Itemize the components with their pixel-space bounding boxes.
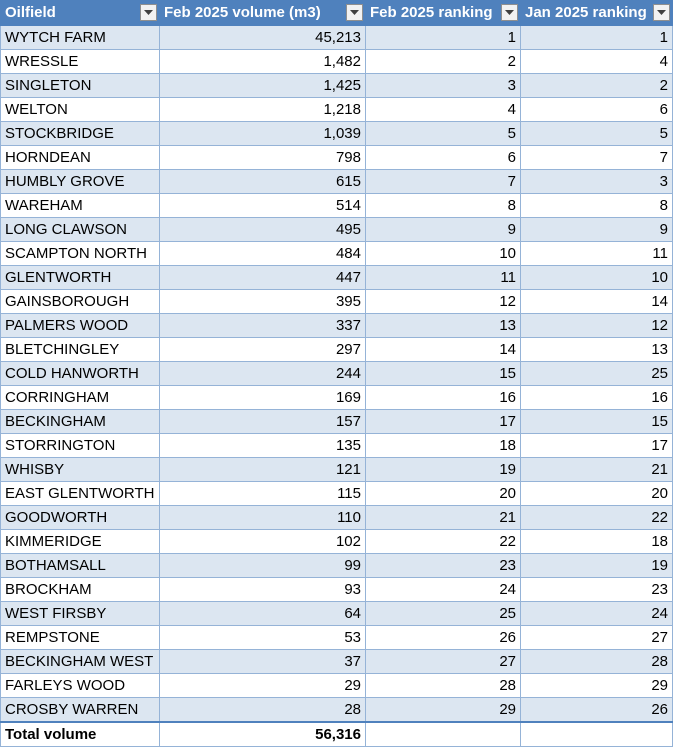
feb-ranking-cell[interactable]: 21 — [366, 506, 521, 530]
feb-volume-cell[interactable]: 53 — [160, 626, 366, 650]
total-feb-ranking[interactable] — [366, 722, 521, 747]
oilfield-name-cell[interactable]: WRESSLE — [1, 50, 160, 74]
feb-ranking-cell[interactable]: 4 — [366, 98, 521, 122]
jan-ranking-cell[interactable]: 29 — [521, 674, 673, 698]
feb-volume-cell[interactable]: 110 — [160, 506, 366, 530]
feb-ranking-cell[interactable]: 13 — [366, 314, 521, 338]
filter-dropdown-icon[interactable] — [140, 4, 157, 21]
table-row — [1, 50, 673, 74]
feb-ranking-cell[interactable]: 11 — [366, 266, 521, 290]
feb-volume-cell[interactable]: 28 — [160, 698, 366, 723]
table-row — [1, 266, 673, 290]
jan-ranking-cell[interactable]: 16 — [521, 386, 673, 410]
feb-volume-cell[interactable]: 121 — [160, 458, 366, 482]
table-row — [1, 602, 673, 626]
jan-ranking-cell[interactable]: 2 — [521, 74, 673, 98]
feb-volume-cell[interactable]: 93 — [160, 578, 366, 602]
oilfield-name-cell[interactable]: STOCKBRIDGE — [1, 122, 160, 146]
oilfield-name-cell[interactable]: WELTON — [1, 98, 160, 122]
jan-ranking-cell[interactable]: 19 — [521, 554, 673, 578]
oilfield-name-cell[interactable]: BLETCHINGLEY — [1, 338, 160, 362]
feb-volume-cell[interactable]: 37 — [160, 650, 366, 674]
oilfield-name-cell[interactable]: CORRINGHAM — [1, 386, 160, 410]
feb-ranking-cell[interactable]: 24 — [366, 578, 521, 602]
table-row — [1, 170, 673, 194]
filter-dropdown-icon[interactable] — [501, 4, 518, 21]
feb-ranking-cell[interactable]: 5 — [366, 122, 521, 146]
jan-ranking-cell[interactable]: 7 — [521, 146, 673, 170]
table-row — [1, 650, 673, 674]
feb-volume-cell[interactable]: 447 — [160, 266, 366, 290]
oilfield-name-cell[interactable]: KIMMERIDGE — [1, 530, 160, 554]
jan-ranking-cell[interactable]: 15 — [521, 410, 673, 434]
jan-ranking-cell[interactable]: 9 — [521, 218, 673, 242]
oilfield-name-cell[interactable]: HUMBLY GROVE — [1, 170, 160, 194]
jan-ranking-cell[interactable]: 18 — [521, 530, 673, 554]
table-row — [1, 626, 673, 650]
table-row — [1, 506, 673, 530]
table-row — [1, 458, 673, 482]
filter-dropdown-icon[interactable] — [653, 4, 670, 21]
feb-volume-cell[interactable]: 157 — [160, 410, 366, 434]
jan-ranking-cell[interactable]: 21 — [521, 458, 673, 482]
feb-ranking-cell[interactable]: 19 — [366, 458, 521, 482]
oilfield-name-cell[interactable]: LONG CLAWSON — [1, 218, 160, 242]
table-row — [1, 530, 673, 554]
total-label[interactable]: Total volume — [1, 722, 160, 747]
table-row — [1, 434, 673, 458]
table-row — [1, 26, 673, 50]
jan-ranking-cell[interactable]: 20 — [521, 482, 673, 506]
oilfield-name-cell[interactable]: SINGLETON — [1, 74, 160, 98]
feb-volume-cell[interactable]: 1,425 — [160, 74, 366, 98]
oilfield-name-cell[interactable]: BROCKHAM — [1, 578, 160, 602]
table-row — [1, 146, 673, 170]
feb-ranking-cell[interactable]: 26 — [366, 626, 521, 650]
jan-ranking-cell[interactable]: 22 — [521, 506, 673, 530]
oilfield-name-cell[interactable]: WEST FIRSBY — [1, 602, 160, 626]
feb-volume-cell[interactable]: 169 — [160, 386, 366, 410]
table-row — [1, 338, 673, 362]
oilfield-name-cell[interactable]: BOTHAMSALL — [1, 554, 160, 578]
jan-ranking-cell[interactable]: 5 — [521, 122, 673, 146]
jan-ranking-cell[interactable]: 6 — [521, 98, 673, 122]
oilfield-name-cell[interactable]: COLD HANWORTH — [1, 362, 160, 386]
feb-volume-cell[interactable]: 64 — [160, 602, 366, 626]
table-footer — [1, 722, 673, 747]
jan-ranking-cell[interactable]: 10 — [521, 266, 673, 290]
table-row — [1, 242, 673, 266]
oilfield-name-cell[interactable]: GAINSBOROUGH — [1, 290, 160, 314]
table-row — [1, 194, 673, 218]
total-value[interactable]: 56,316 — [160, 722, 366, 747]
oilfield-name-cell[interactable]: REMPSTONE — [1, 626, 160, 650]
feb-volume-cell[interactable]: 495 — [160, 218, 366, 242]
jan-ranking-cell[interactable]: 28 — [521, 650, 673, 674]
feb-ranking-cell[interactable]: 6 — [366, 146, 521, 170]
feb-ranking-cell[interactable]: 29 — [366, 698, 521, 723]
table-header — [1, 1, 673, 26]
jan-ranking-cell[interactable]: 23 — [521, 578, 673, 602]
total-row — [1, 722, 673, 747]
jan-ranking-cell[interactable]: 27 — [521, 626, 673, 650]
oilfield-name-cell[interactable]: HORNDEAN — [1, 146, 160, 170]
oilfield-name-cell[interactable]: GOODWORTH — [1, 506, 160, 530]
oilfield-name-cell[interactable]: STORRINGTON — [1, 434, 160, 458]
jan-ranking-cell[interactable]: 17 — [521, 434, 673, 458]
feb-ranking-cell[interactable]: 8 — [366, 194, 521, 218]
oilfield-name-cell[interactable]: BECKINGHAM — [1, 410, 160, 434]
feb-ranking-cell[interactable]: 20 — [366, 482, 521, 506]
feb-volume-cell[interactable]: 297 — [160, 338, 366, 362]
table-row — [1, 290, 673, 314]
oilfield-name-cell[interactable]: SCAMPTON NORTH — [1, 242, 160, 266]
jan-ranking-cell[interactable]: 14 — [521, 290, 673, 314]
feb-volume-cell[interactable]: 484 — [160, 242, 366, 266]
feb-ranking-cell[interactable]: 28 — [366, 674, 521, 698]
feb-ranking-cell[interactable]: 17 — [366, 410, 521, 434]
feb-ranking-cell[interactable]: 25 — [366, 602, 521, 626]
feb-ranking-cell[interactable]: 7 — [366, 170, 521, 194]
total-jan-ranking[interactable] — [521, 722, 673, 747]
feb-volume-cell[interactable]: 337 — [160, 314, 366, 338]
jan-ranking-cell[interactable]: 11 — [521, 242, 673, 266]
table-row — [1, 362, 673, 386]
table-row — [1, 578, 673, 602]
table-row — [1, 698, 673, 723]
table-row — [1, 218, 673, 242]
feb-volume-cell[interactable]: 1,039 — [160, 122, 366, 146]
jan-ranking-cell[interactable]: 25 — [521, 362, 673, 386]
column-header-label: Jan 2025 ranking — [525, 4, 647, 21]
oilfield-name-cell[interactable]: WHISBY — [1, 458, 160, 482]
jan-ranking-header[interactable] — [521, 1, 673, 26]
feb-ranking-cell[interactable]: 27 — [366, 650, 521, 674]
feb-ranking-cell[interactable]: 22 — [366, 530, 521, 554]
feb-ranking-cell[interactable]: 10 — [366, 242, 521, 266]
jan-ranking-cell[interactable]: 4 — [521, 50, 673, 74]
feb-volume-cell[interactable]: 1,218 — [160, 98, 366, 122]
oilfield-name-cell[interactable]: WYTCH FARM — [1, 26, 160, 50]
jan-ranking-cell[interactable]: 8 — [521, 194, 673, 218]
filter-dropdown-icon[interactable] — [346, 4, 363, 21]
table-row — [1, 386, 673, 410]
feb-ranking-cell[interactable]: 9 — [366, 218, 521, 242]
column-header-label: Oilfield — [5, 4, 56, 21]
table-row — [1, 554, 673, 578]
feb-ranking-cell[interactable]: 23 — [366, 554, 521, 578]
feb-volume-cell[interactable]: 115 — [160, 482, 366, 506]
feb-ranking-cell[interactable]: 16 — [366, 386, 521, 410]
table-row — [1, 314, 673, 338]
jan-ranking-cell[interactable]: 12 — [521, 314, 673, 338]
feb-volume-cell[interactable]: 29 — [160, 674, 366, 698]
table-row — [1, 482, 673, 506]
feb-volume-cell[interactable]: 615 — [160, 170, 366, 194]
feb-volume-cell[interactable]: 798 — [160, 146, 366, 170]
column-header-label: Feb 2025 ranking — [370, 4, 493, 21]
feb-ranking-cell[interactable]: 2 — [366, 50, 521, 74]
oilfield-header[interactable] — [1, 1, 160, 26]
feb-ranking-cell[interactable]: 12 — [366, 290, 521, 314]
jan-ranking-cell[interactable]: 13 — [521, 338, 673, 362]
jan-ranking-cell[interactable]: 3 — [521, 170, 673, 194]
jan-ranking-cell[interactable]: 24 — [521, 602, 673, 626]
feb-ranking-cell[interactable]: 18 — [366, 434, 521, 458]
feb-volume-cell[interactable]: 395 — [160, 290, 366, 314]
jan-ranking-cell[interactable]: 26 — [521, 698, 673, 723]
feb-ranking-cell[interactable]: 15 — [366, 362, 521, 386]
feb-volume-cell[interactable]: 244 — [160, 362, 366, 386]
feb-volume-cell[interactable]: 135 — [160, 434, 366, 458]
feb-volume-header[interactable] — [160, 1, 366, 26]
header-row — [1, 1, 673, 26]
feb-volume-cell[interactable]: 45,213 — [160, 26, 366, 50]
feb-volume-cell[interactable]: 99 — [160, 554, 366, 578]
oilfield-name-cell[interactable]: WAREHAM — [1, 194, 160, 218]
oilfield-name-cell[interactable]: BECKINGHAM WEST — [1, 650, 160, 674]
table-row — [1, 674, 673, 698]
jan-ranking-cell[interactable]: 1 — [521, 26, 673, 50]
column-header-label: Feb 2025 volume (m3) — [164, 4, 321, 21]
oilfield-name-cell[interactable]: EAST GLENTWORTH — [1, 482, 160, 506]
feb-ranking-cell[interactable]: 3 — [366, 74, 521, 98]
feb-volume-cell[interactable]: 1,482 — [160, 50, 366, 74]
oilfield-name-cell[interactable]: PALMERS WOOD — [1, 314, 160, 338]
feb-ranking-cell[interactable]: 1 — [366, 26, 521, 50]
table-row — [1, 74, 673, 98]
oilfield-name-cell[interactable]: CROSBY WARREN — [1, 698, 160, 723]
table-row — [1, 122, 673, 146]
feb-ranking-cell[interactable]: 14 — [366, 338, 521, 362]
table-row — [1, 410, 673, 434]
feb-volume-cell[interactable]: 102 — [160, 530, 366, 554]
oilfield-name-cell[interactable]: FARLEYS WOOD — [1, 674, 160, 698]
feb-volume-cell[interactable]: 514 — [160, 194, 366, 218]
oilfield-name-cell[interactable]: GLENTWORTH — [1, 266, 160, 290]
table-body — [1, 26, 673, 723]
table-row — [1, 98, 673, 122]
feb-ranking-header[interactable] — [366, 1, 521, 26]
